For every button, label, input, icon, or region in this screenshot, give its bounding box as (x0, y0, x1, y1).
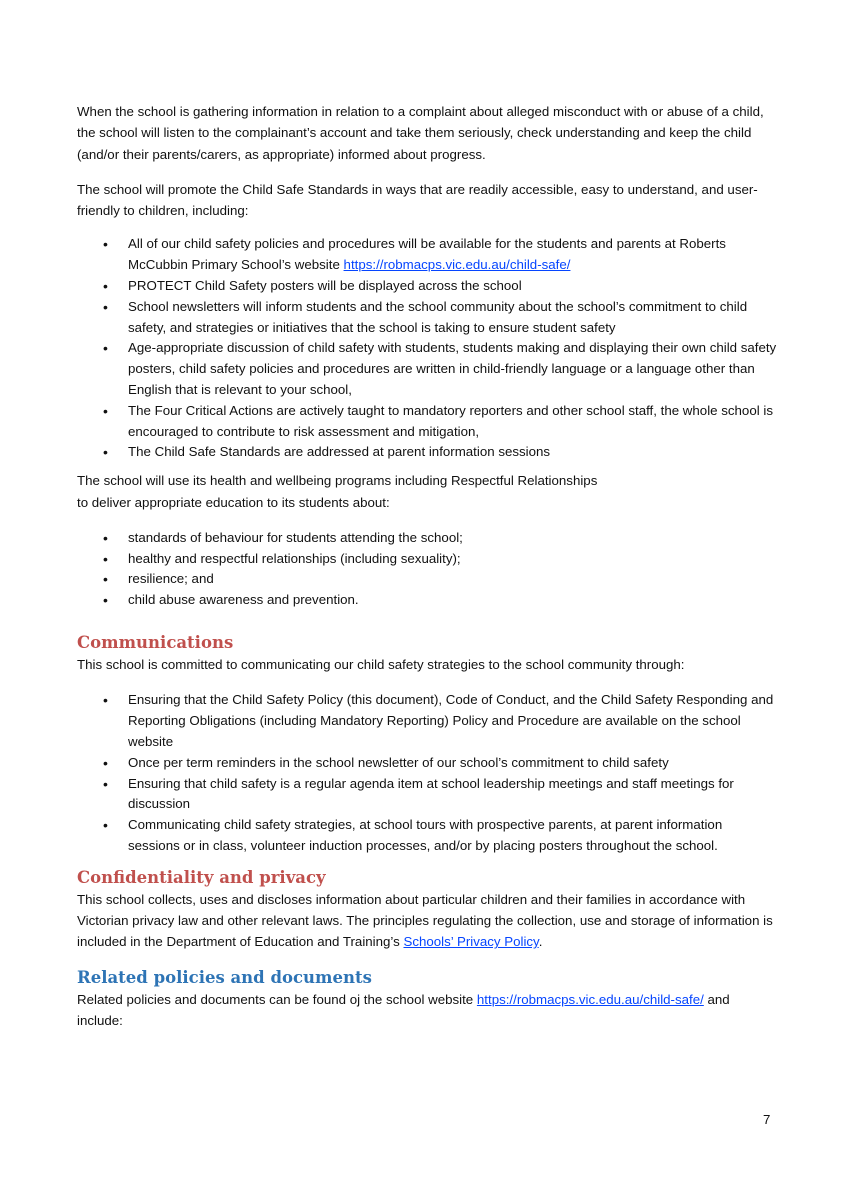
confidentiality-paragraph (77, 889, 777, 953)
list-item: • PROTECT Child Safety posters will be displayed across the school (77, 276, 777, 297)
confidentiality-text: This school collects, uses and discloses information about particular children and their families in accordance with Victorian privacy law and other relevant laws. The principles regulating the collection, use and storage of information is included in the Department of Education and Training’s (77, 891, 773, 950)
wellbeing-paragraph (77, 470, 777, 513)
communications-intro: This school is committed to communicating our child safety strategies to the school community through: (77, 657, 685, 673)
list-item: • Communicating child safety strategies, at school tours with prospective parents, at parent information sessions or in class, volunteer induction processes, and/or by placing posters throughout the school. (77, 815, 777, 857)
related-text: Related policies and documents can be found oj the school website (77, 991, 477, 1007)
related-policies-paragraph (77, 989, 777, 1032)
promotion-list (77, 234, 777, 463)
privacy-policy-link[interactable]: Schools’ Privacy Policy (403, 934, 539, 950)
list-item: • Once per term reminders in the school newsletter of our school’s commitment to child safety (77, 753, 777, 774)
list-item: • The Child Safe Standards are addressed at parent information sessions (77, 442, 777, 463)
list-item: • Age-appropriate discussion of child safety with students, students making and displaying their own child safety posters, child safety policies and procedures are written in child-friendly language or a language other than English that is relevant to your school, (77, 338, 777, 400)
wellbeing-line-1: The school will use its health and wellbeing programs including Respectful Relationships (77, 473, 598, 489)
list-item: • Ensuring that child safety is a regular agenda item at school leadership meetings and staff meetings for discussion (77, 774, 777, 816)
confidentiality-end: . (538, 934, 543, 950)
list-item: • child abuse awareness and prevention. (77, 590, 777, 611)
list-item: • Ensuring that the Child Safety Policy (this document), Code of Conduct, and the Child Safety Responding and Reporting Obligations (including Mandatory Reporting) Policy and Procedure are available on the school website (77, 690, 777, 752)
page-number: 7 (763, 1112, 771, 1127)
related-end: and include: (77, 991, 730, 1028)
list-item (77, 234, 777, 276)
education-topics-list (77, 528, 777, 611)
list-item: • The Four Critical Actions are actively taught to mandatory reporters and other school staff, the whole school is encouraged to contribute to risk assessment and mitigation, (77, 401, 777, 443)
list-item: • resilience; and (77, 569, 777, 590)
list-item: • healthy and respectful relationships (including sexuality); (77, 549, 777, 570)
communications-heading: Communications (77, 633, 234, 653)
related-child-safe-link[interactable]: https://robmacps.vic.edu.au/child-safe/ (476, 991, 704, 1007)
child-safe-link[interactable]: https://robmacps.vic.edu.au/child-safe/ (343, 257, 571, 273)
list-item-text: All of our child safety policies and procedures will be available for the students and parents at Roberts McCubbin Primary School’s website (128, 236, 726, 273)
related-policies-heading: Related policies and documents (77, 967, 372, 987)
complaint-paragraph: When the school is gathering information in relation to a complaint about alleged misconduct with or abuse of a child, the school will listen to the complainant’s account and take them seriously, check understanding and keep the child (and/or their parents/carers, as appropriate) informed about progress. (77, 104, 764, 162)
communications-list (77, 690, 777, 856)
list-item: • School newsletters will inform students and the school community about the school’s commitment to child safety, and strategies or initiatives that the school is taking to ensure student safety (77, 297, 777, 339)
list-item: • standards of behaviour for students attending the school; (77, 528, 777, 549)
promote-standards-paragraph: The school will promote the Child Safe Standards in ways that are readily accessible, easy to understand, and user-friendly to children, including: (77, 181, 758, 219)
wellbeing-line-2: to deliver appropriate education to its students about: (77, 494, 390, 510)
page-content (77, 101, 777, 1031)
confidentiality-heading: Confidentiality and privacy (77, 867, 326, 887)
